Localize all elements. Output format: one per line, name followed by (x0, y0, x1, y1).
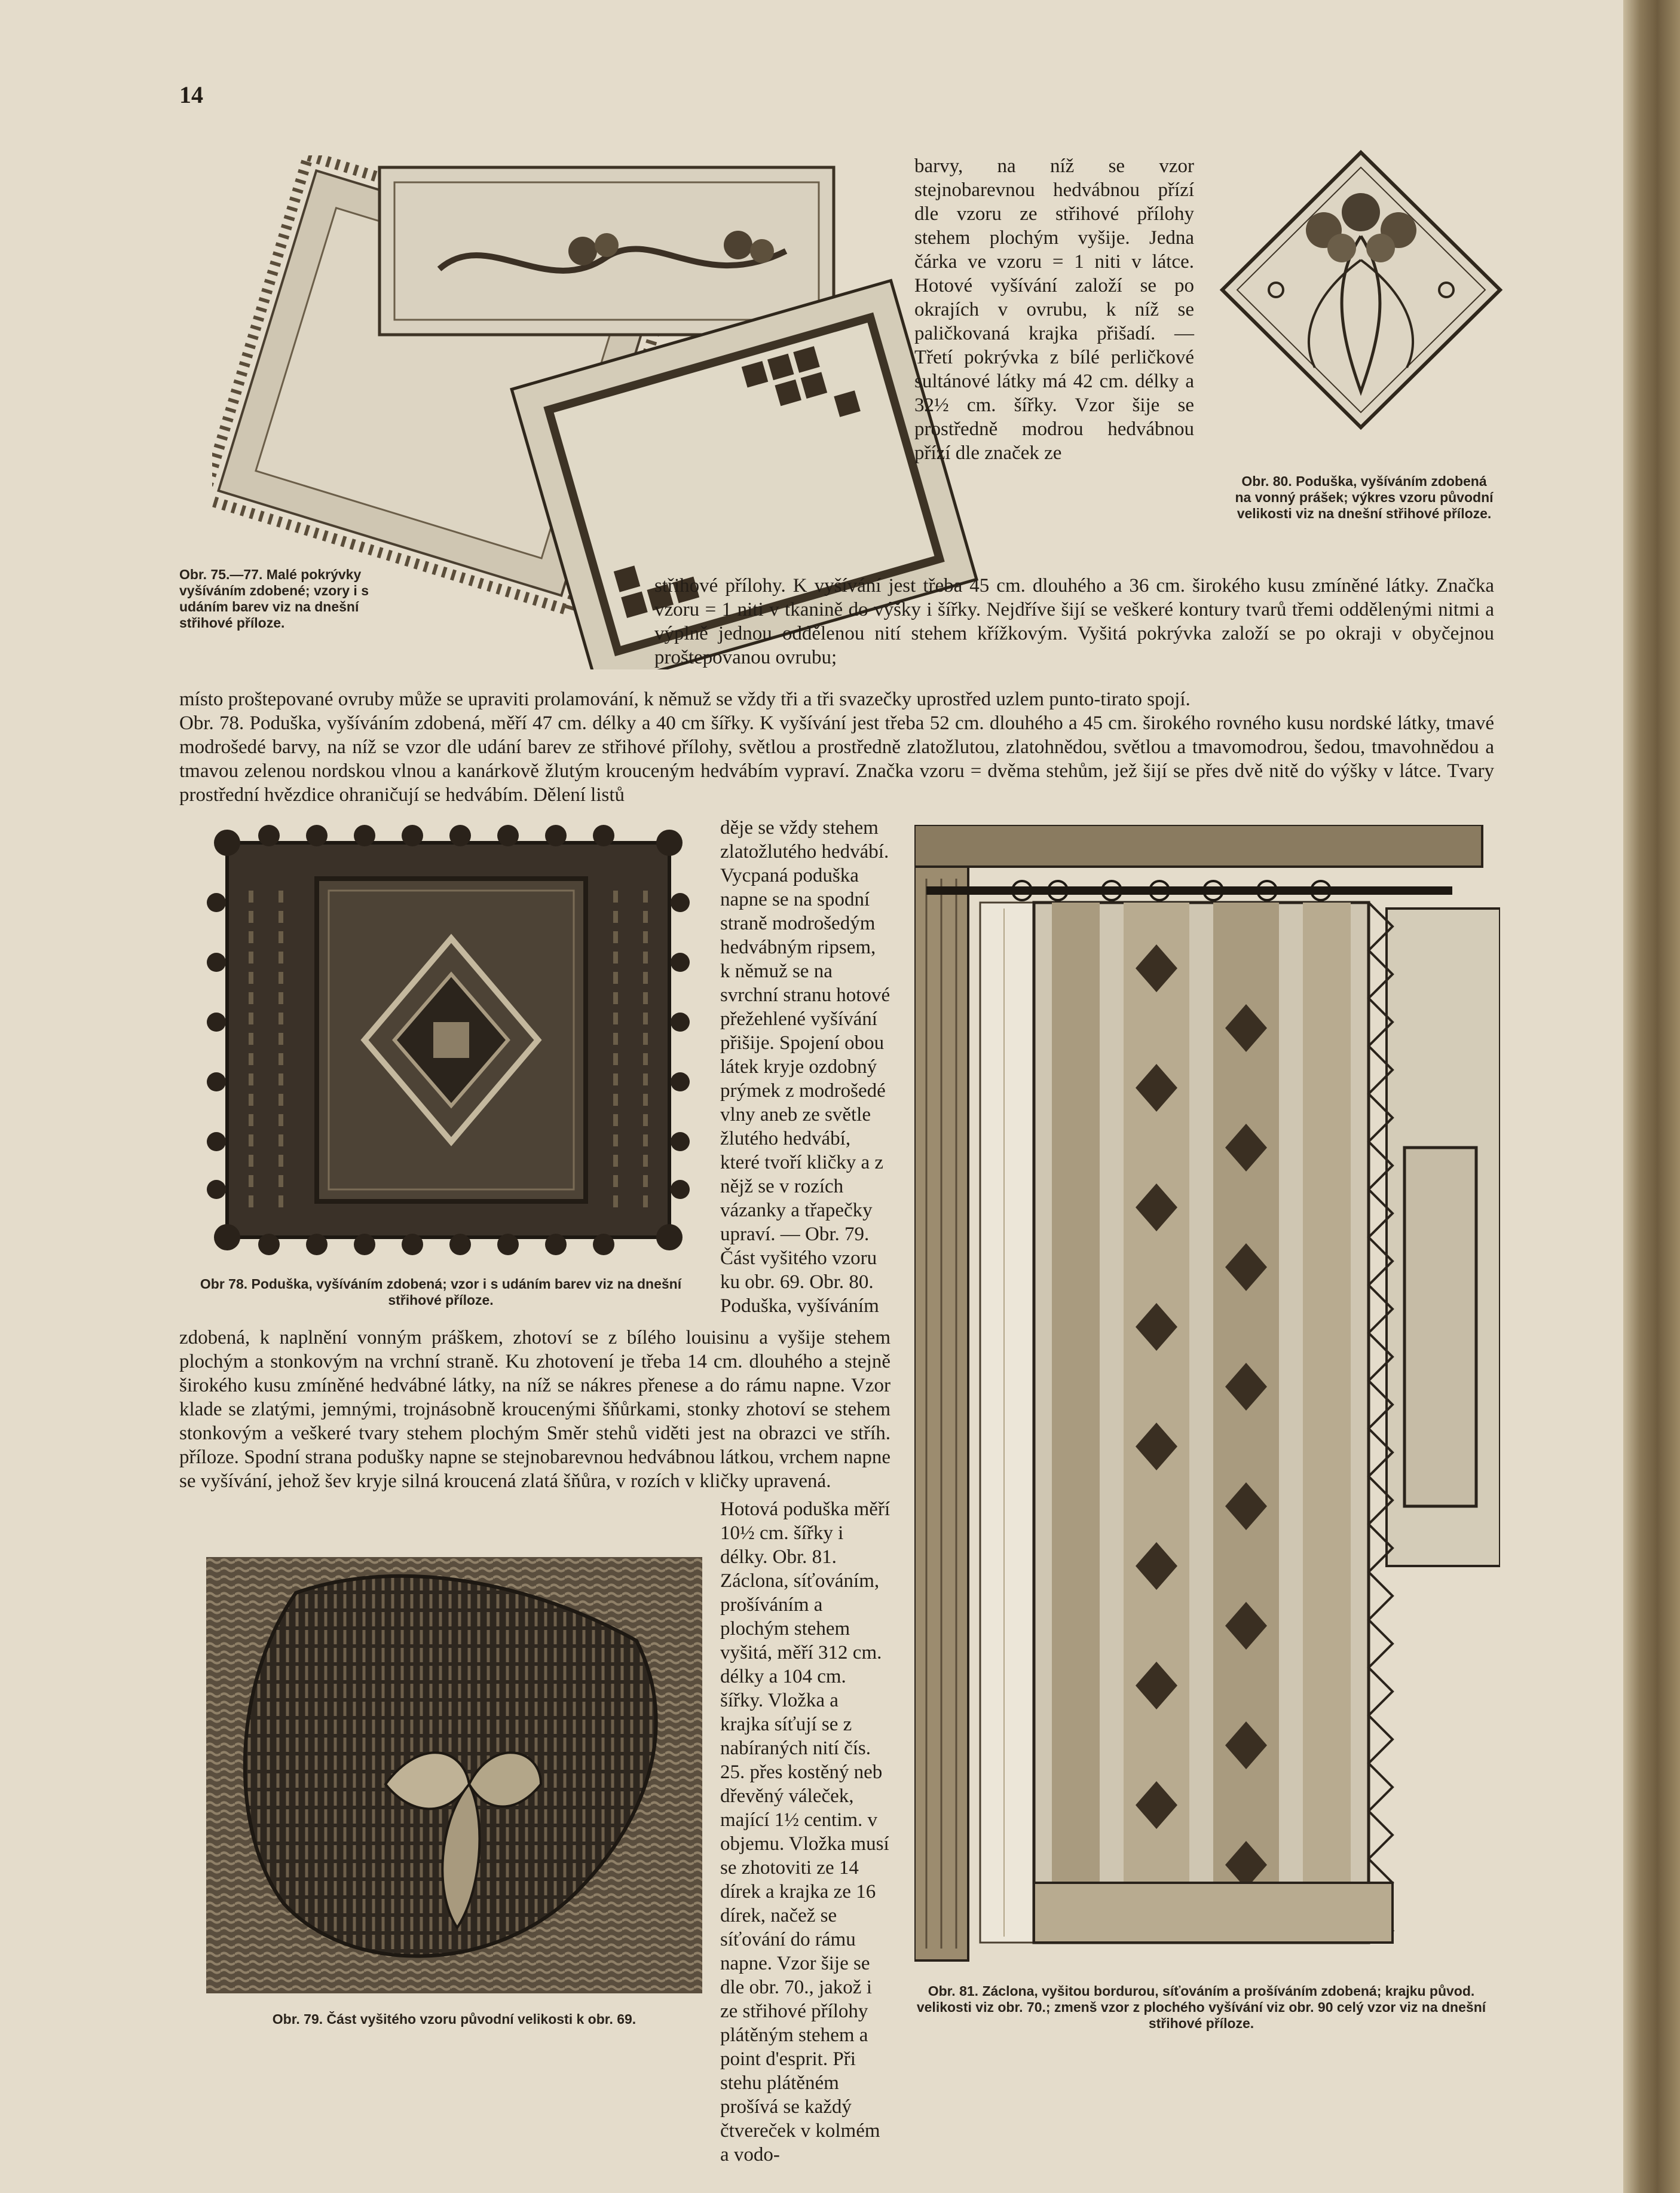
figure-81-curtain (914, 825, 1500, 1978)
caption-fig-79: Obr. 79. Část vyšitého vzoru původní velikosti k obr. 69. (272, 2011, 636, 2027)
text-column-lower: Hotová poduška měří 10½ cm. šířky i délky. Obr. 81. Záclona, síťováním, prošíváním a plochým stehem vyšitá, měří 312 cm. délky a 104 cm. šířky. Vložka a krajka síťují se z nabíraných nití čís. 25. přes kostěný neb dřevěný váleček, mající 1½ centim. v objemu. Vložka musí se zhotoviti ze 14 dírek a krajka ze 16 dírek, načež se síťování do rámu napne. Vzor šije se dle obr. 70., jakož i ze střihové přílohy plátěným stehem a point d'esprit. Při stehu plátěném prošívá se každý čtvereček v kolmém a vodo- (720, 1498, 891, 2166)
text-paragraph-fig80: zdobená, k naplnění vonným práškem, zhotoví se z bílého louisinu a vyšije stehem plochým a stonkovým na vrchní straně. Ku zhotovení je třeba 14 cm. dlouhého a stejně širokého kusu zmíněné hedvábné látky, na níž se nákres přenese a do rámu napne. Vzor klade se zlatými, jemnými, trojnásobně kroucenými šňůrkami, stonky zhotoví se stehem stonkovým a veškeré tvary stehem plochým Směr stehů viděti jest na obrazci ve stříh. příloze. Spodní strana podušky napne se stejnobarevnou hedvábnou látkou, vrchem napne se vyšívání, jehož šev kryje silná kroucená zlatá šňůra, v rozích v kličky upravená. (179, 1327, 891, 1492)
page-number: 14 (179, 81, 203, 108)
text-column-top: barvy, na níž se vzor stejnobarevnou hedvábnou přízí dle vzoru ze střihové přílohy stehem plochým vyšije. Jedna čárka ve vzoru = 1 niti v látce. Hotové vyšívání založí se po okrajích v ovrubu, k níž se paličkovaná krajka přišadí. — Třetí pokrývka z bílé perličkové sultánové látky má 42 cm. délky a 32½ cm. šířky. Vzor šije se prostředně modrou hedvábnou přízí dle značek ze (914, 155, 1194, 464)
text-block-upper: střihové přílohy. K vyšívání jest třeba 45 cm. dlouhého a 36 cm. širokého kusu zmíněné látky. Značka vzoru = 1 niti v tkanině do výšky i šířky. Nejdříve šijí se veškeré kontury tvarů třemi oddělenými nitmi a výplně jednou oddělenou nití stehem křížkovým. Vyšitá pokrývka založí se po okraji v obyčejnou proštepovanou ovrubu; (654, 575, 1494, 668)
figure-79-embroidery-detail (206, 1557, 702, 1993)
figure-78-cushion (203, 819, 693, 1261)
caption-fig-75-77: Obr. 75.—77. Malé pokrývky vyšíváním zdobené; vzory i s udáním barev viz na dnešní střihové příloze. (179, 567, 369, 631)
text-paragraph-fig78: Obr. 78. Poduška, vyšíváním zdobená, měří 47 cm. délky a 40 cm šířky. K vyšívání jest třeba 52 cm. dlouhého a 45 cm. širokého rovného kusu nordské látky, tmavé modrošedé barvy, na níž se vzor dle udání barev ze střihové přílohy, světlou a prostředně zlatožlutou, zlatohnědou, světlou a tmavomodrou, šedou, tmavohnědou a tmavou zelenou nordskou vlnou a kanárkově žlutým krouceným hedvábím vypraví. Značka vzoru = dvěma stehům, jež šijí se přes dvě nitě do výšky v látce. Tvary prostřední hvězdice ohraničují se hedvábím. Dělení listů (179, 712, 1494, 806)
figure-80-scent-cushion (1210, 140, 1512, 439)
caption-fig-81: Obr. 81. Záclona, vyšitou bordurou, síťováním a prošíváním zdobená; krajku původ. velikosti viz obr. 70.; zmenš vzor z plochého vyšívání viz obr. 90 celý vzor viz na dnešní střihové příloze. (916, 1983, 1486, 2031)
text-column-middle: děje se vždy stehem zlatožlutého hedvábí. Vycpaná poduška napne se na spodní straně modrošedým hedvábným ripsem, k němuž se na svrchní stranu hotové přežehlené vyšívání přišije. Spojení obou látek kryje ozdobný prýmek z modrošedé vlny aneb ze světle žlutého hedvábí, které tvoří kličky a z nějž se v rozích vázanky a třapečky upraví. — Obr. 79. Část vyšitého vzoru ku obr. 69. Obr. 80. Poduška, vyšíváním (720, 817, 891, 1317)
caption-fig-78: Obr 78. Poduška, vyšíváním zdobená; vzor i s udáním barev viz na dnešní střihové příloze. (200, 1276, 682, 1308)
page-binding-edge (1623, 0, 1680, 2193)
caption-fig-80: Obr. 80. Poduška, vyšíváním zdobená na vonný prášek; výkres vzoru původní velikosti viz na dnešní střihové příloze. (1235, 473, 1494, 521)
text-paragraph-hem: místo proštepované ovruby může se upraviti prolamování, k němuž se vždy tři a tři svazečky uprostřed uzlem punto-tirato spojí. (179, 689, 1191, 710)
